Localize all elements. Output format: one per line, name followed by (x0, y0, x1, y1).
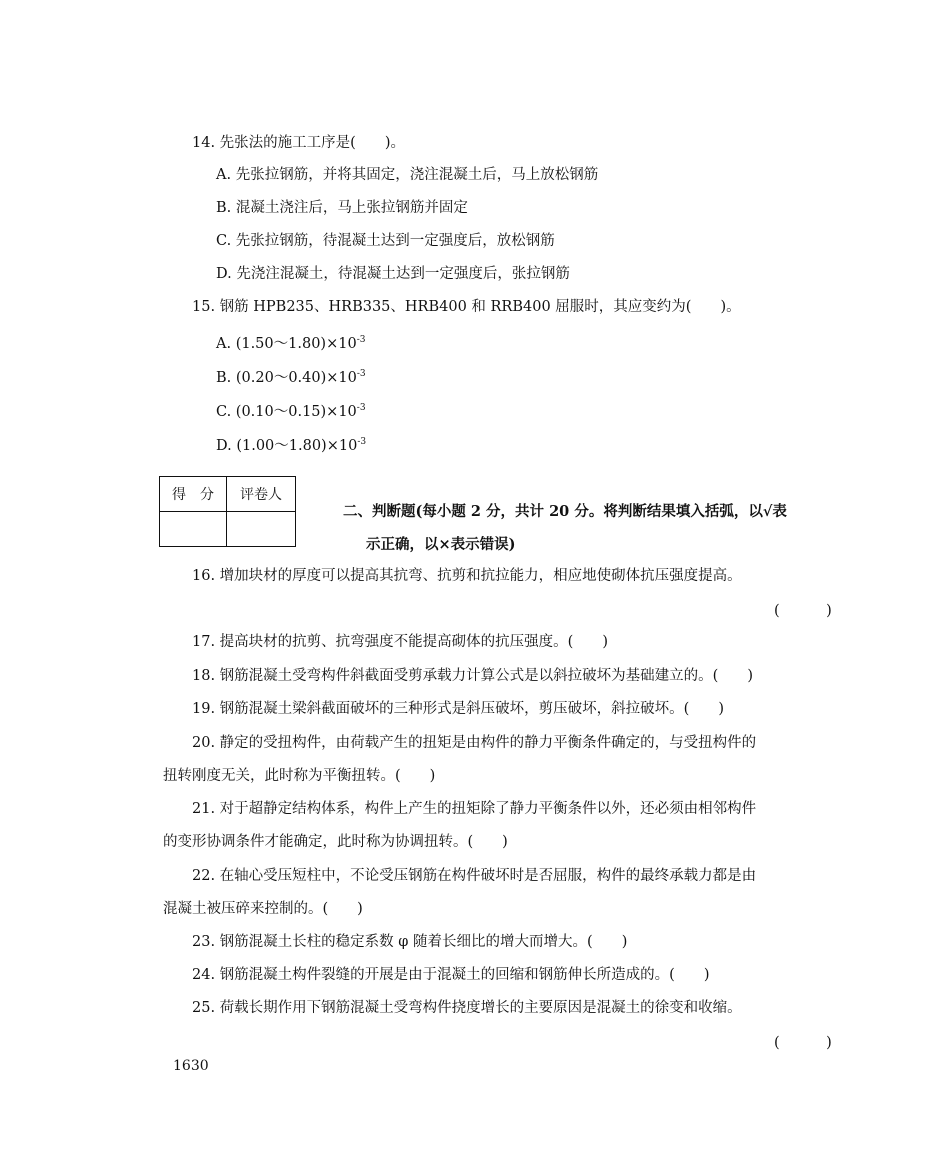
question-15-option-c: C. $(0.10\sim 0.15)\times 10^{-3}$ (216, 403, 366, 420)
exponent: -3 (357, 437, 367, 447)
section-title-line1: 二、判断题(每小题 2 分，共计 20 分。将判断结果填入括弧，以√表 (343, 503, 787, 520)
question-23: 23. 钢筋混凝土长柱的稳定系数 φ 随着长细比的增大而增大。( ) (192, 934, 628, 950)
question-14-stem: 14. 先张法的施工工序是( )。 (192, 135, 405, 151)
question-15-option-b: B. $(0.20\sim 0.40)\times 10^{-3}$ (216, 369, 366, 386)
answer-paren-25: ( ) (774, 1035, 848, 1051)
answer-paren-16: ( ) (774, 603, 848, 619)
question-15-stem: 15. 钢筋 HPB235、HRB335、HRB400 和 RRB400 屈服时，其应变约为( )。 (192, 299, 741, 315)
question-14-option-d: D. 先浇注混凝土，待混凝土达到一定强度后，张拉钢筋 (216, 266, 570, 282)
question-25: 25. 荷载长期作用下钢筋混凝土受弯构件挠度增长的主要原因是混凝土的徐变和收缩。 (192, 1000, 742, 1016)
score-cell[interactable] (160, 512, 227, 547)
question-14-option-c: C. 先张拉钢筋，待混凝土达到一定强度后，放松钢筋 (216, 233, 555, 249)
exponent: -3 (356, 403, 366, 413)
question-14-option-a: A. 先张拉钢筋，并将其固定，浇注混凝土后，马上放松钢筋 (216, 167, 599, 183)
question-24: 24. 钢筋混凝土构件裂缝的开展是由于混凝土的回缩和钢筋伸长所造成的。( ) (192, 967, 710, 983)
question-20-line2: 扭转刚度无关，此时称为平衡扭转。( ) (163, 768, 436, 784)
question-15-option-a: A. $(1.50\sim 1.80)\times 10^{-3}$ (216, 335, 366, 352)
question-19: 19. 钢筋混凝土梁斜截面破坏的三种形式是斜压破坏，剪压破坏，斜拉破坏。( ) (192, 701, 724, 717)
question-16: 16. 增加块材的厚度可以提高其抗弯、抗剪和抗拉能力，相应地使砌体抗压强度提高。 (192, 568, 742, 584)
exponent: -3 (356, 369, 366, 379)
question-22-line2: 混凝土被压碎来控制的。( ) (163, 901, 363, 917)
question-15-option-d: D. $(1.00\sim 1.80)\times 10^{-3}$ (216, 437, 367, 454)
question-14-option-b: B. 混凝土浇注后，马上张拉钢筋并固定 (216, 200, 468, 216)
question-22-line1: 22. 在轴心受压短柱中，不论受压钢筋在构件破坏时是否屈服，构件的最终承载力都是由 (192, 868, 757, 884)
question-21-line2: 的变形协调条件才能确定，此时称为协调扭转。( ) (163, 834, 508, 850)
grader-header: 评卷人 (227, 477, 296, 512)
question-18: 18. 钢筋混凝土受弯构件斜截面受剪承载力计算公式是以斜拉破坏为基础建立的。( ) (192, 668, 753, 684)
question-20-line1: 20. 静定的受扭构件，由荷载产生的扭矩是由构件的静力平衡条件确定的，与受扭构件的 (192, 735, 757, 751)
question-17: 17. 提高块材的抗剪、抗弯强度不能提高砌体的抗压强度。( ) (192, 634, 608, 650)
page-number: 1630 (173, 1058, 209, 1074)
section-title-line2: 示正确，以×表示错误) (366, 536, 516, 553)
grader-cell[interactable] (227, 512, 296, 547)
exponent: -3 (356, 335, 366, 345)
score-header: 得 分 (160, 477, 227, 512)
score-table (159, 476, 296, 547)
question-21-line1: 21. 对于超静定结构体系，构件上产生的扭矩除了静力平衡条件以外，还必须由相邻构件 (192, 801, 757, 817)
